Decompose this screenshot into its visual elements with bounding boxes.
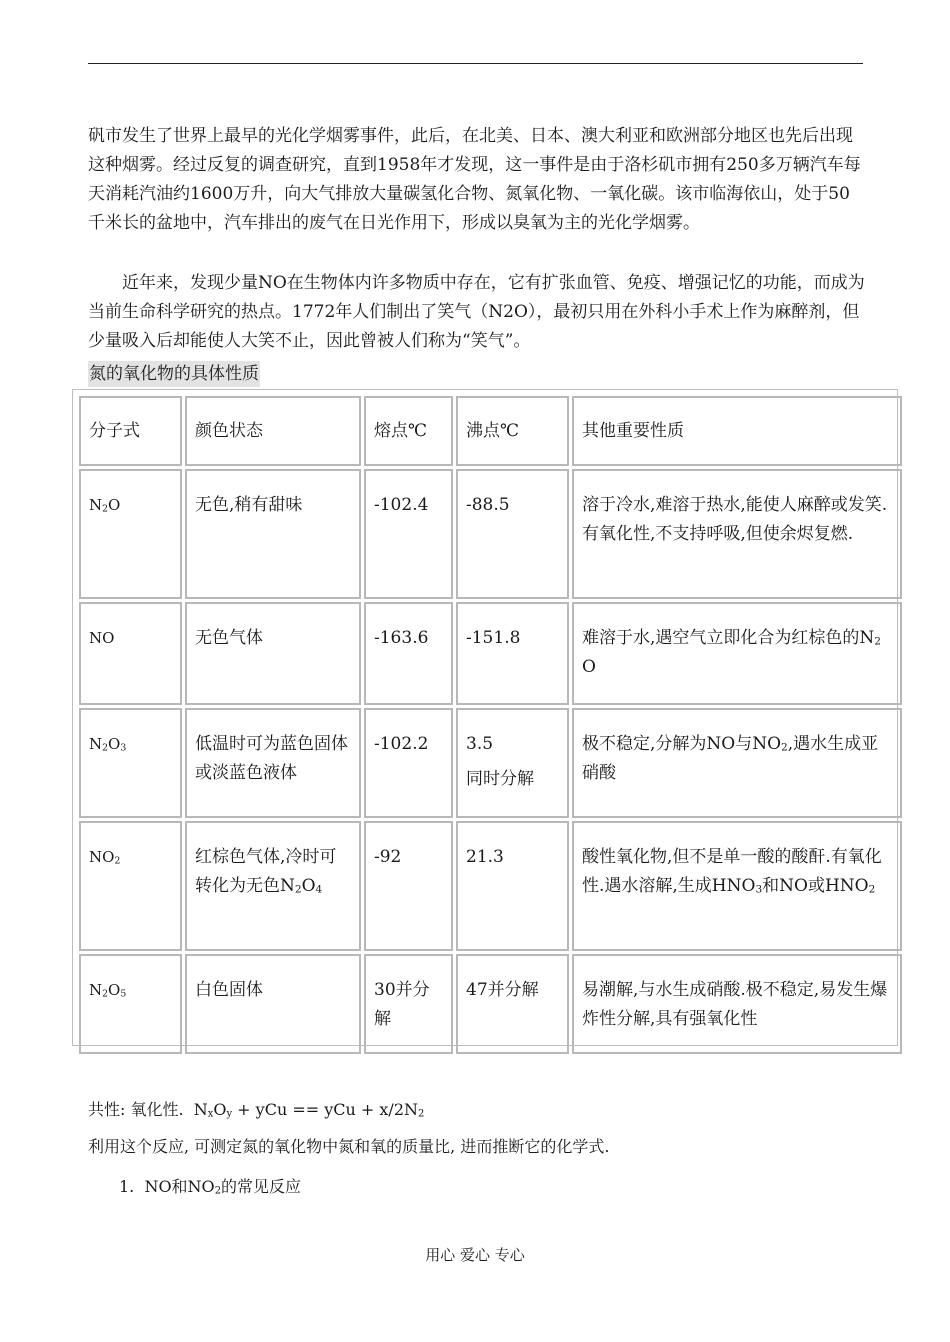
cell-other-properties: 酸性氧化物,但不是单一酸的酸酐.有氧化性.遇水溶解,生成$HNO_3$和NO或$HNO_2$ — [572, 821, 902, 951]
cell-boiling-point: 47并分解 — [456, 954, 569, 1054]
cell-melting-point: -163.6 — [364, 602, 453, 705]
common-property-label: 共性: 氧化性. — [88, 1100, 184, 1119]
usage-sentence: 利用这个反应, 可测定氮的氧化物中氮和氧的质量比, 进而推断它的化学式. — [88, 1137, 610, 1156]
table-row-n2o — [79, 469, 902, 599]
cell-other-properties: 极不稳定,分解为NO与$NO_2$,遇水生成亚硝酸 — [572, 708, 902, 818]
cell-boiling-point: 21.3 — [456, 821, 569, 951]
table-row-n2o3 — [79, 708, 902, 818]
header-melting-point: 熔点℃ — [364, 396, 453, 466]
table-header-row — [79, 396, 902, 466]
list-item-text: NO和$NO_2$的常见反应 — [144, 1177, 302, 1197]
header-other-properties: 其他重要性质 — [572, 396, 902, 466]
cell-color-state: 红棕色气体,冷时可转化为无色$N_2O_4$ — [185, 821, 361, 951]
cell-boiling-point: 3.5 同时分解 — [456, 708, 569, 818]
nitrogen-oxides-table — [72, 389, 898, 1046]
cell-color-state: 低温时可为蓝色固体或淡蓝色液体 — [185, 708, 361, 818]
header-boiling-point: 沸点℃ — [456, 396, 569, 466]
cell-other-properties: 难溶于水,遇空气立即化合为红棕色的$N_2O$ — [572, 602, 902, 705]
paragraph-no-laughing-gas: 近年来，发现少量NO在生物体内许多物质中存在，它有扩张血管、免疫、增强记忆的功能，而成为当前生命科学研究的热点。1772年人们制出了笑气（N2O），最初只用在外科小手术上作为麻醉剂，但少量吸入后却能使人大笑不止，因此曾被人们称为“笑气”。 — [88, 273, 865, 351]
header-color-state: 颜色状态 — [185, 396, 361, 466]
cell-color-state: 白色固体 — [185, 954, 361, 1054]
cell-boiling-point: -88.5 — [456, 469, 569, 599]
table-row-n2o5 — [79, 954, 902, 1054]
cell-color-state: 无色气体 — [185, 602, 361, 705]
cell-formula: $NO_2$ — [79, 821, 182, 951]
page-footer: 用心 爱心 专心 — [425, 1246, 525, 1264]
cell-formula: $N_2O$ — [79, 469, 182, 599]
list-item-1 — [119, 1174, 301, 1200]
cell-formula: NO — [79, 602, 182, 705]
paragraph-smog: 矾市发生了世界上最早的光化学烟雾事件，此后，在北美、日本、澳大利亚和欧洲部分地区也先后出现这种烟雾。经过反复的调查研究，直到1958年才发现，这一事件是由于洛杉矶市拥有250多万辆汽车每天消耗汽油约1600万升，向大气排放大量碳氢化合物、氮氧化物、一氧化碳。该市临海依山，处于50千米长的盆地中，汽车排出的废气在日光作用下，形成以臭氧为主的光化学烟雾。 — [88, 126, 861, 233]
header-rule — [88, 63, 863, 64]
list-item-number: 1. — [119, 1177, 135, 1196]
cell-formula: $N_2O_5$ — [79, 954, 182, 1054]
cell-melting-point: -102.4 — [364, 469, 453, 599]
table-row-no — [79, 602, 902, 705]
cell-boiling-point: -151.8 — [456, 602, 569, 705]
cell-melting-point: -102.2 — [364, 708, 453, 818]
cell-melting-point: -92 — [364, 821, 453, 951]
cell-melting-point: 30并分解 — [364, 954, 453, 1054]
cell-other-properties: 溶于冷水,难溶于热水,能使人麻醉或发笑.有氧化性,不支持呼吸,但使余烬复燃. — [572, 469, 902, 599]
reaction-equation: $N_xO_y$ + yCu == yCu + $x/2N_2$ — [193, 1100, 425, 1120]
table-title: 氮的氧化物的具体性质 — [88, 361, 260, 387]
common-property-line — [88, 1097, 424, 1123]
cell-other-properties: 易潮解,与水生成硝酸.极不稳定,易发生爆炸性分解,具有强氧化性 — [572, 954, 902, 1054]
cell-color-state: 无色,稍有甜味 — [185, 469, 361, 599]
header-formula: 分子式 — [79, 396, 182, 466]
cell-formula: $N_2O_3$ — [79, 708, 182, 818]
table-row-no2 — [79, 821, 902, 951]
